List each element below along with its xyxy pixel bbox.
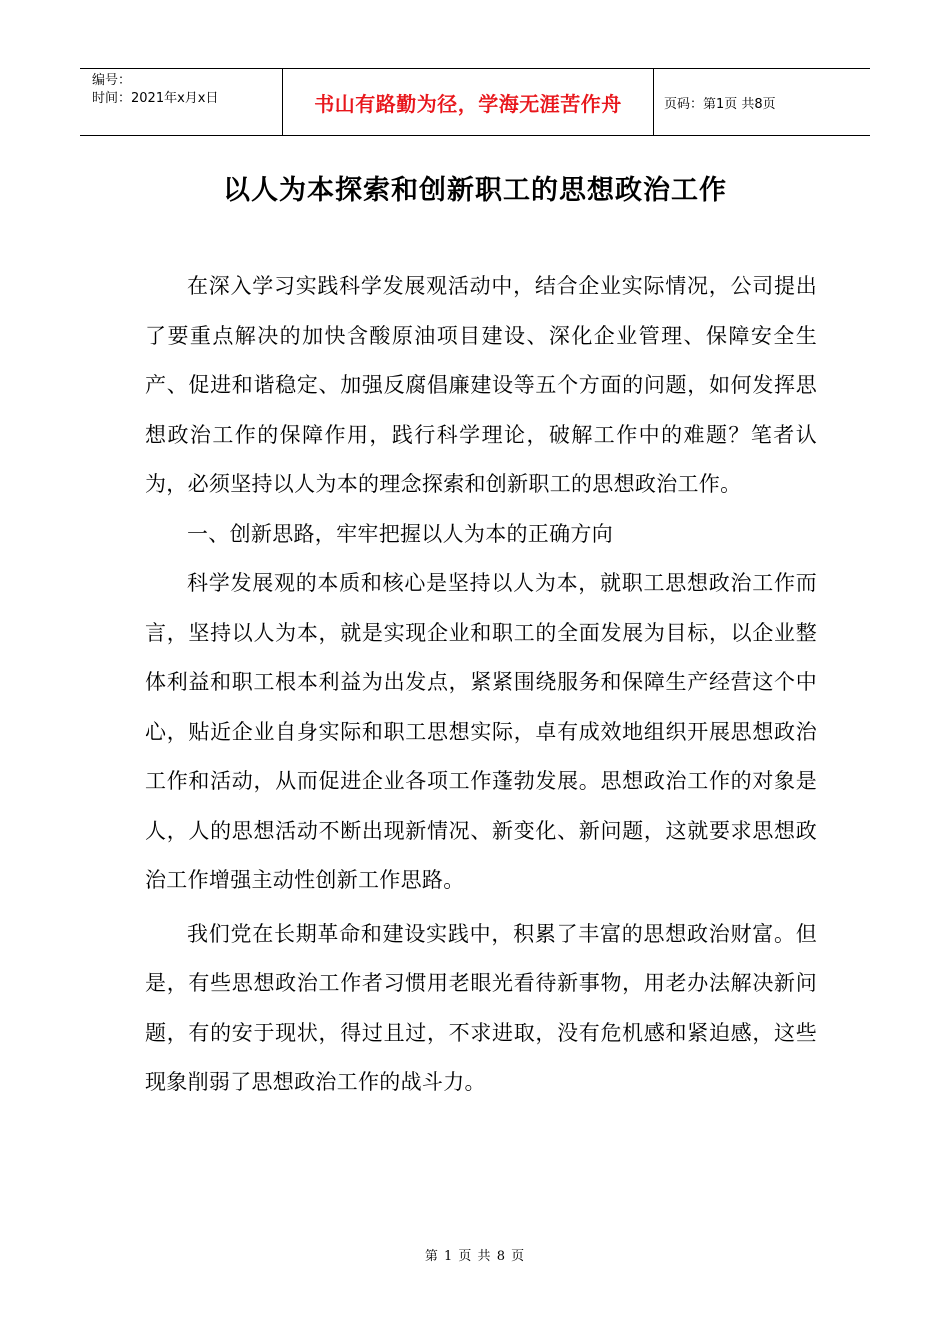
document-number-label: 编号： bbox=[92, 73, 132, 88]
document-body bbox=[145, 262, 817, 1108]
paragraph: 科学发展观的本质和核心是坚持以人为本，就职工思想政治工作而言，坚持以人为本，就是实现企业和职工的全面发展为目标，以企业整体利益和职工根本利益为出发点，紧紧围绕服务和保障生产经营这个中心，贴近企业自身实际和职工思想实际，卓有成效地组织开展思想政治工作和活动，从而促进企业各项工作蓬勃发展。思想政治工作的对象是人，人的思想活动不断出现新情况、新变化、新问题，这就要求思想政治工作增强主动性创新工作思路。 bbox=[145, 571, 817, 892]
header-meta-cell bbox=[80, 69, 282, 135]
paragraph: 在深入学习实践科学发展观活动中，结合企业实际情况，公司提出了要重点解决的加快含酸原油项目建设、深化企业管理、保障安全生产、促进和谐稳定、加强反腐倡廉建设等五个方面的问题，如何发挥思想政治工作的保障作用，践行科学理论，破解工作中的难题？笔者认为，必须坚持以人为本的理念探索和创新职工的思想政治工作。 bbox=[145, 274, 817, 496]
section-heading: 一、创新思路，牢牢把握以人为本的正确方向 bbox=[187, 521, 613, 546]
document-title: 以人为本探索和创新职工的思想政治工作 bbox=[223, 175, 727, 206]
header-page-code: 页码：第1页 共8页 bbox=[664, 96, 776, 112]
header-motto: 书山有路勤为径，学海无涯苦作舟 bbox=[282, 69, 654, 135]
header-table bbox=[80, 68, 870, 136]
paragraph: 我们党在长期革命和建设实践中，积累了丰富的思想政治财富。但是，有些思想政治工作者习惯用老眼光看待新事物，用老办法解决新问题，有的安于现状，得过且过，不求进取，没有危机感和紧迫感，这些现象削弱了思想政治工作的战斗力。 bbox=[145, 921, 817, 1094]
document-time-label: 时间：2021年x月x日 bbox=[92, 91, 219, 106]
page-footer: 第 1 页 共 8 页 bbox=[424, 1249, 526, 1264]
